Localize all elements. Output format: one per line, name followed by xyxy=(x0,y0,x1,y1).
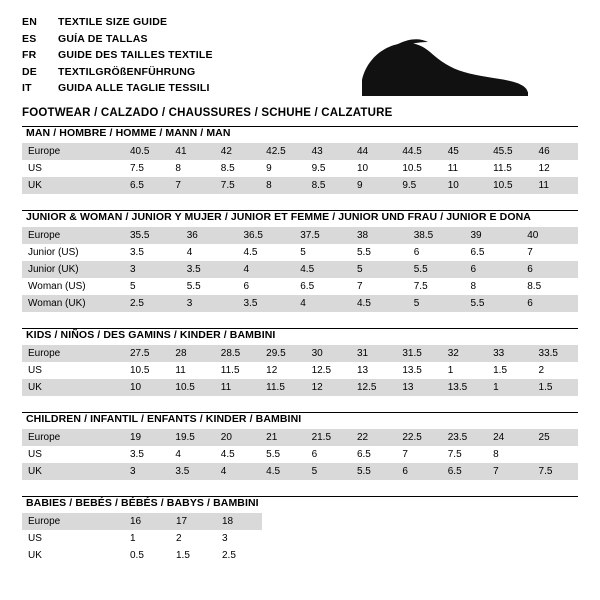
cell: 4.5 xyxy=(294,261,351,278)
cell: 3 xyxy=(181,295,238,312)
cell: 10.5 xyxy=(487,177,532,194)
cell: 33.5 xyxy=(533,345,578,362)
cell: 44 xyxy=(351,143,396,160)
cell: 7 xyxy=(169,177,214,194)
cell: 5.5 xyxy=(351,463,396,480)
table-row xyxy=(22,160,578,177)
page-title: FOOTWEAR / CALZADO / CHAUSSURES / SCHUHE / CALZATURE xyxy=(22,106,393,119)
section-babies xyxy=(22,496,578,564)
cell: 17 xyxy=(170,513,216,530)
table-row xyxy=(22,429,578,446)
cell: 4 xyxy=(294,295,351,312)
row-label: UK xyxy=(22,177,124,194)
cell: 25 xyxy=(533,429,578,446)
cell: 7.5 xyxy=(533,463,578,480)
cell: 6.5 xyxy=(470,247,485,258)
language-label: TEXTILE SIZE GUIDE xyxy=(58,16,168,28)
cell: 8 xyxy=(470,281,477,292)
cell: 16 xyxy=(124,513,170,530)
section-title: CHILDREN / INFANTIL / ENFANTS / KINDER / BAMBINI xyxy=(26,413,302,425)
cell: 3.5 xyxy=(130,449,144,460)
cell: 1 xyxy=(130,533,136,544)
section-man xyxy=(22,126,578,194)
language-code: FR xyxy=(22,49,37,61)
cell: 19.5 xyxy=(169,429,214,446)
row-label: Europe xyxy=(22,227,124,244)
language-code: IT xyxy=(22,82,32,94)
cell: 28.5 xyxy=(215,345,260,362)
size-table-junior-woman xyxy=(22,227,578,312)
cell: 7 xyxy=(527,247,533,258)
cell: 11.5 xyxy=(220,365,240,376)
cell: 5 xyxy=(130,281,136,292)
cell: 38 xyxy=(351,227,408,244)
cell: 1.5 xyxy=(533,379,578,396)
cell: 6 xyxy=(243,281,250,292)
cell: 7.5 xyxy=(130,163,144,174)
cell: 18 xyxy=(216,513,262,530)
language-row xyxy=(22,64,213,81)
cell: 5 xyxy=(306,463,351,480)
cell: 37.5 xyxy=(294,227,351,244)
row-label: Woman (US) xyxy=(28,281,86,292)
cell: 3.5 xyxy=(181,261,238,278)
cell: 33 xyxy=(487,345,532,362)
language-code: ES xyxy=(22,32,37,45)
language-code: DE xyxy=(22,65,37,78)
cell: 21.5 xyxy=(306,429,351,446)
cell: 12.5 xyxy=(311,365,332,376)
size-table-kids xyxy=(22,345,578,396)
language-title-table xyxy=(22,14,213,97)
cell: 11 xyxy=(447,163,459,174)
cell: 20 xyxy=(215,429,260,446)
cell: 10.5 xyxy=(169,379,214,396)
cell: 4 xyxy=(175,449,181,460)
table-row xyxy=(22,379,578,396)
section-junior-woman xyxy=(22,210,578,312)
cell: 11.5 xyxy=(493,163,512,174)
cell: 9 xyxy=(351,177,396,194)
language-row xyxy=(22,14,213,31)
cell: 22 xyxy=(351,429,396,446)
language-label: GUIDE DES TAILLES TEXTILE xyxy=(58,49,213,61)
cell: 7.5 xyxy=(413,281,428,292)
cell: 44.5 xyxy=(396,143,441,160)
size-table-babies xyxy=(22,513,262,564)
cell: 3 xyxy=(124,463,169,480)
row-label: US xyxy=(28,533,42,544)
cell: 5.5 xyxy=(266,449,281,460)
cell: 39 xyxy=(465,227,522,244)
cell: 4 xyxy=(186,247,193,258)
cell: 6.5 xyxy=(124,177,169,194)
row-label: US xyxy=(28,365,42,376)
row-label: Junior (US) xyxy=(28,247,79,258)
section-title: BABIES / BEBÉS / BÉBÉS / BABYS / BAMBINI xyxy=(26,497,259,509)
cell: 3 xyxy=(124,261,181,278)
cell: 40 xyxy=(521,227,578,244)
cell: 5.5 xyxy=(186,281,201,292)
cell: 27.5 xyxy=(124,345,169,362)
cell: 4 xyxy=(238,261,295,278)
row-label: Junior (UK) xyxy=(22,261,124,278)
language-code: EN xyxy=(22,16,37,28)
table-row xyxy=(22,261,578,278)
section-title: KIDS / NIÑOS / DES GAMINS / KINDER / BAMBINI xyxy=(26,329,276,341)
cell: 5 xyxy=(300,247,306,258)
cell: 7 xyxy=(487,463,532,480)
language-row xyxy=(22,47,213,64)
cell: 1 xyxy=(447,365,454,376)
cell: 7.5 xyxy=(215,177,260,194)
cell: 2 xyxy=(176,533,182,544)
size-table-children xyxy=(22,429,578,480)
language-label: TEXTILGRÖßENFÜHRUNG xyxy=(58,65,196,78)
cell: 9.5 xyxy=(396,177,441,194)
cell: 7 xyxy=(357,281,363,292)
table-row xyxy=(22,227,578,244)
cell: 3.5 xyxy=(169,463,214,480)
cell: 43 xyxy=(306,143,351,160)
cell: 42 xyxy=(215,143,260,160)
cell: 8.5 xyxy=(220,163,235,174)
cell: 2.5 xyxy=(124,295,181,312)
cell: 8 xyxy=(260,177,305,194)
cell: 46 xyxy=(533,143,578,160)
cell: 5.5 xyxy=(357,247,371,258)
cell: 40.5 xyxy=(124,143,169,160)
cell: 1 xyxy=(487,379,532,396)
cell: 4.5 xyxy=(260,463,305,480)
section-title: MAN / HOMBRE / HOMME / MANN / MAN xyxy=(26,127,231,139)
cell: 12.5 xyxy=(351,379,396,396)
table-row xyxy=(22,513,262,530)
cell: 29.5 xyxy=(260,345,305,362)
cell: 45.5 xyxy=(487,143,532,160)
cell: 6.5 xyxy=(356,449,371,460)
row-label: Woman (UK) xyxy=(22,295,124,312)
cell: 11.5 xyxy=(260,379,305,396)
cell: 35.5 xyxy=(124,227,181,244)
cell: 8 xyxy=(493,449,499,460)
cell: 7.5 xyxy=(447,449,462,460)
language-label: GUÍA DE TALLAS xyxy=(58,32,148,45)
row-label: UK xyxy=(22,463,124,480)
cell: 0.5 xyxy=(130,550,144,561)
table-row xyxy=(22,278,578,295)
page-header xyxy=(22,14,578,119)
cell: 5 xyxy=(408,295,465,312)
cell: 31 xyxy=(351,345,396,362)
cell: 10.5 xyxy=(130,365,150,376)
cell: 6.5 xyxy=(442,463,487,480)
cell: 10 xyxy=(124,379,169,396)
cell: 12 xyxy=(266,365,278,376)
cell: 1.5 xyxy=(176,550,190,561)
row-label: UK xyxy=(22,379,124,396)
cell: 36 xyxy=(181,227,238,244)
section-title: JUNIOR & WOMAN / JUNIOR Y MUJER / JUNIOR ET FEMME / JUNIOR UND FRAU / JUNIOR E DONA xyxy=(26,211,531,223)
cell: 3.5 xyxy=(130,247,144,258)
cell: 13 xyxy=(396,379,441,396)
table-row xyxy=(22,362,578,379)
cell: 4 xyxy=(215,463,260,480)
cell: 11 xyxy=(175,365,186,376)
row-label: US xyxy=(28,163,42,174)
cell: 6 xyxy=(521,261,578,278)
language-label: GUIDA ALLE TAGLIE TESSILI xyxy=(58,82,210,94)
table-row xyxy=(22,547,262,564)
cell: 11 xyxy=(533,177,578,194)
cell: 7 xyxy=(402,449,408,460)
cell: 36.5 xyxy=(238,227,295,244)
cell: 6 xyxy=(521,295,578,312)
cell: 13 xyxy=(356,365,369,376)
cell: 45 xyxy=(442,143,487,160)
cell: 9.5 xyxy=(311,163,326,174)
cell: 10 xyxy=(356,163,369,174)
cell: 31.5 xyxy=(396,345,441,362)
cell: 3.5 xyxy=(238,295,295,312)
table-row xyxy=(22,345,578,362)
cell: 23.5 xyxy=(442,429,487,446)
table-row xyxy=(22,244,578,261)
row-label: Europe xyxy=(22,345,124,362)
cell: 1.5 xyxy=(493,365,508,376)
cell: 6 xyxy=(311,449,318,460)
cell: 13.5 xyxy=(402,365,422,376)
cell: 22.5 xyxy=(396,429,441,446)
cell: 5 xyxy=(351,261,408,278)
cell: 10.5 xyxy=(402,163,422,174)
cell xyxy=(533,446,578,463)
cell: 12 xyxy=(538,163,550,174)
cell: 21 xyxy=(260,429,305,446)
language-row xyxy=(22,31,213,48)
cell: 5.5 xyxy=(465,295,522,312)
cell: 9 xyxy=(266,163,272,174)
cell: 2 xyxy=(538,365,545,376)
cell: 5.5 xyxy=(408,261,465,278)
table-row xyxy=(22,295,578,312)
cell: 3 xyxy=(222,533,228,544)
cell: 24 xyxy=(487,429,532,446)
table-row xyxy=(22,530,262,547)
cell: 4.5 xyxy=(243,247,258,258)
cell: 4.5 xyxy=(351,295,408,312)
cell: 12 xyxy=(306,379,351,396)
cell: 32 xyxy=(442,345,487,362)
table-row xyxy=(22,463,578,480)
cell: 41 xyxy=(169,143,214,160)
cell: 6 xyxy=(413,247,420,258)
row-label: Europe xyxy=(22,143,124,160)
cell: 6 xyxy=(396,463,441,480)
cell: 6.5 xyxy=(300,281,315,292)
cell: 28 xyxy=(169,345,214,362)
table-row xyxy=(22,446,578,463)
table-row xyxy=(22,177,578,194)
row-label: UK xyxy=(28,550,42,561)
row-label: US xyxy=(28,449,42,460)
cell: 4.5 xyxy=(220,449,235,460)
cell: 42.5 xyxy=(260,143,305,160)
cell: 2.5 xyxy=(222,550,236,561)
cell: 6 xyxy=(465,261,522,278)
cell: 8.5 xyxy=(306,177,351,194)
table-row xyxy=(22,143,578,160)
cell: 19 xyxy=(124,429,169,446)
section-children xyxy=(22,412,578,480)
dress-shoe-icon xyxy=(354,32,534,104)
size-table-man xyxy=(22,143,578,194)
row-label: Europe xyxy=(22,429,124,446)
cell: 38.5 xyxy=(408,227,465,244)
cell: 13.5 xyxy=(442,379,487,396)
cell: 8.5 xyxy=(527,281,542,292)
language-row xyxy=(22,80,213,97)
cell: 30 xyxy=(306,345,351,362)
section-kids xyxy=(22,328,578,396)
cell: 11 xyxy=(215,379,260,396)
cell: 10 xyxy=(442,177,487,194)
cell: 8 xyxy=(175,163,181,174)
row-label: Europe xyxy=(22,513,124,530)
